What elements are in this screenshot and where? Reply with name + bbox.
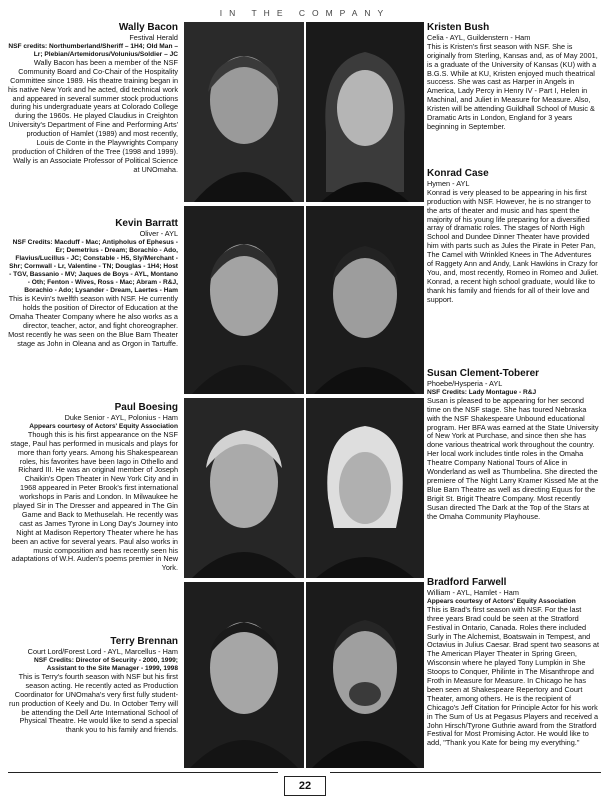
bio-susan-clement-toberer bbox=[427, 368, 599, 521]
bio-body: Though this is his first appearance on the NSF stage, Paul has performed in musicals and plays for more than forty years. Among his Shakespearean roles, his favorites have been Iago in Othello and Richard III. He was an original member of Joseph Chaikin's Open Theater in New York City and in 1968 appeared in Peter Brook's first international workshops in Paris and London. In Milwaukee he played Sir in The Dresser and appeared in The Gin Game and Back to Methuselah. He recently was cast as James Tyrone in Long Day's Journey into Night at Madison Repertory Theater where he has been an active for several years. Paul also works in music composition and has recently seen his adaptations of W.H. Auden's poems premier in New York. bbox=[10, 429, 178, 573]
bio-body: Konrad is very pleased to be appearing in his first production with NSF. However, he is no stranger to the arts of theater and music and has spent the majority of his young life preparing for a diversified array of dramatic roles. The stages of North High School and Dundee Dinner Theater have provided him with parts such as Jules the Pirate in Peter Pan, The Camel with Wrinkled Knees in The Adventures of Raggety Ann and Andy, Lank Hawkins in Crazy for You, and, most recently, Romeo in Romeo and Juliet. Konrad, a recent high school graduate, would like to thank his family and friends for all of their love and support. bbox=[427, 187, 599, 304]
section-header: IN THE COMPANY bbox=[219, 8, 391, 18]
bio-role: Duke Senior - AYL, Polonius - Ham bbox=[64, 413, 178, 422]
bio-role: William - AYL, Hamlet - Ham bbox=[427, 588, 519, 597]
headshot-susan-clement-toberer bbox=[306, 398, 424, 578]
headshot-wally-bacon bbox=[184, 22, 304, 202]
bio-body: This is Kevin's twelfth season with NSF. He currently holds the position of Director of Education at the Omaha Theater Company where he also works as a director, teacher, actor, and fight choreographer. Most recently he was seen on the Blue Barn Theater stage as John in Oleana and as Orgon in Tartuffe. bbox=[8, 294, 178, 348]
page-number: 22 bbox=[284, 776, 326, 796]
bio-role: Hymen - AYL bbox=[427, 179, 470, 188]
bio-name: Konrad Case bbox=[427, 168, 489, 179]
bio-name: Bradford Farwell bbox=[427, 577, 507, 588]
bio-credits: NSF Credits: Director of Security - 2000, 1999; Assistant to the Site Manager - 1999, 1998 bbox=[33, 656, 178, 672]
headshot-paul-boesing bbox=[184, 398, 304, 578]
bio-name: Susan Clement-Toberer bbox=[427, 368, 540, 379]
bio-paul-boesing bbox=[8, 402, 178, 573]
bio-credits: NSF Credits: Macduff - Mac; Antipholus of Ephesus - Er; Demetrius - Dream; Borachio - Ado, Flavius/Lucillus - JC; Constable - H5, Sly/Merchant - Shr; Cornwall - Lr, Valentine - TN; Douglas - 1H4; Host - TGV, Bassanio - MV; Jaques de Boys - AYL, Montano - Oth; Fenton - Wives, Ross - Mac; Abram - R&J, Borachio - Ado; Lysander - Dream, Laertes - Ham bbox=[9, 238, 178, 295]
bio-body: Wally Bacon has been a member of the NSF Community Board and Co-Chair of the Hospitality Committee since 1989. His theatre training began in his native New York and he acted, did technical work and appeared in several summer stock productions during his undergraduate years at Colorado College during the 1960s. He played Claudius in Creighton University's Department of Fine and Performing Arts' production of Hamlet (1989) and most recently, Louis de Conte in the Playwrights Company production of Children of the Tree (1998 and 1999). Wally is an Associate Professor of Political Science at UNOmaha. bbox=[8, 57, 178, 174]
bio-credits: NSF credits: Northumberland/Sheriff – 1H4; Old Man – Lr; Plebian/Artemidorus/Volunius/Soldier – JC bbox=[8, 42, 178, 58]
bio-body: This is Kristen's first season with NSF. She is originally from Sterling, Kansas and, as of May 2001, is a graduate of the University of Kansas (KU) with a B.G.S. While at KU, Kristen enjoyed much theatrical success. She was cast as Harper in Angels in America, Lady Percy in Henry IV - Part I, Helen in Machinal, and Juliet in Measure for Measure. Also, Kristen will be attending Guildhall School of Music & Dramatic Arts in London, England for 3 years beginning in September. bbox=[427, 41, 598, 131]
bio-role: Oliver - AYL bbox=[139, 229, 178, 238]
bio-bradford-farwell bbox=[427, 577, 599, 748]
bio-role: Celia - AYL, Guildenstern - Ham bbox=[427, 33, 531, 42]
bio-name: Wally Bacon bbox=[118, 22, 178, 33]
bio-role: Festival Herald bbox=[129, 33, 178, 42]
bio-kevin-barratt bbox=[8, 218, 178, 348]
bio-role: Phoebe/Hysperia - AYL bbox=[427, 379, 503, 388]
footer-rule-left bbox=[8, 772, 278, 773]
bio-name: Kevin Barratt bbox=[115, 218, 178, 229]
bio-wally-bacon bbox=[8, 22, 178, 175]
bio-konrad-case bbox=[427, 168, 599, 304]
bio-name: Paul Boesing bbox=[114, 402, 178, 413]
bio-name: Kristen Bush bbox=[427, 22, 490, 33]
bio-name: Terry Brennan bbox=[110, 636, 178, 647]
headshot-kevin-barratt bbox=[184, 206, 304, 394]
headshot-bradford-farwell bbox=[306, 582, 424, 768]
bio-credits: NSF Credits: Lady Montague - R&J bbox=[427, 388, 537, 396]
bio-role: Court Lord/Forest Lord - AYL, Marcellus - Ham bbox=[27, 647, 178, 656]
bio-body: This is Terry's fourth season with NSF but his first season acting. He recently acted as Production Coordinator for UNOmaha's very first fully student-run production of Keely and Du. In October Terry will be attending the Dell Arte International School of Physical Theatre. He would like to send a special thank you to his family and friends. bbox=[9, 671, 178, 735]
bio-body: This is Brad's first season with NSF. For the last three years Brad could be seen at the Stratford Festival in Ontario, Canada. Roles there included Surly in The Alchemist, Boatswain in Tempest, and Octavius in Julius Caesar. Brad spent two seasons at The American Player Theater in Spring Green, Wisconsin where he played Tony Lumpkin in She Stoops to Conquer, Philinte in The Misanthrope and Froth in Measure for Measure. In Chicago he has been seen at Shakespeare Repertory and Court Theater, among others. He is the recipient of Chicago's Jeff Citation for Principle Actor for his work in The Sum of Us at Pegasus Players and received a John Hirsch/Tyrone Guthrie award from the Stratford Festival for Most Promising Actor. He would like to add, "Thank you Kate for being my everything." bbox=[427, 604, 599, 748]
bio-kristen-bush bbox=[427, 22, 599, 132]
headshot-konrad-case bbox=[306, 206, 424, 394]
bio-terry-brennan bbox=[8, 636, 178, 735]
bio-body: Susan is pleased to be appearing for her second time on the NSF stage. She has toured Nebraska with the NSF Shakespeare Unbound educational program. Her BFA was earned at the State University of New York at Purchase, and since then she has done various theatrical work throughout the country. Her local work includes tintle roles in the Omaha Theatre Company National Tours of Alice in Wonderland as well as Thumbelina. She directed the premiere of The Night Larry Kramer Kissed Me at the Blue Barn Theatre as well as directing Equus for the Brigit St. Brigit Theatre Company. Most recently Susan directed The Dark at the Top of the Stars at the Omaha Community Playhouse. bbox=[427, 395, 599, 521]
bio-credits: Appears courtesy of Actors' Equity Association bbox=[427, 597, 576, 605]
headshot-terry-brennan bbox=[184, 582, 304, 768]
bio-credits: Appears courtesy of Actors' Equity Association bbox=[29, 422, 178, 430]
footer-rule-right bbox=[330, 772, 601, 773]
headshot-kristen-bush bbox=[306, 22, 424, 202]
